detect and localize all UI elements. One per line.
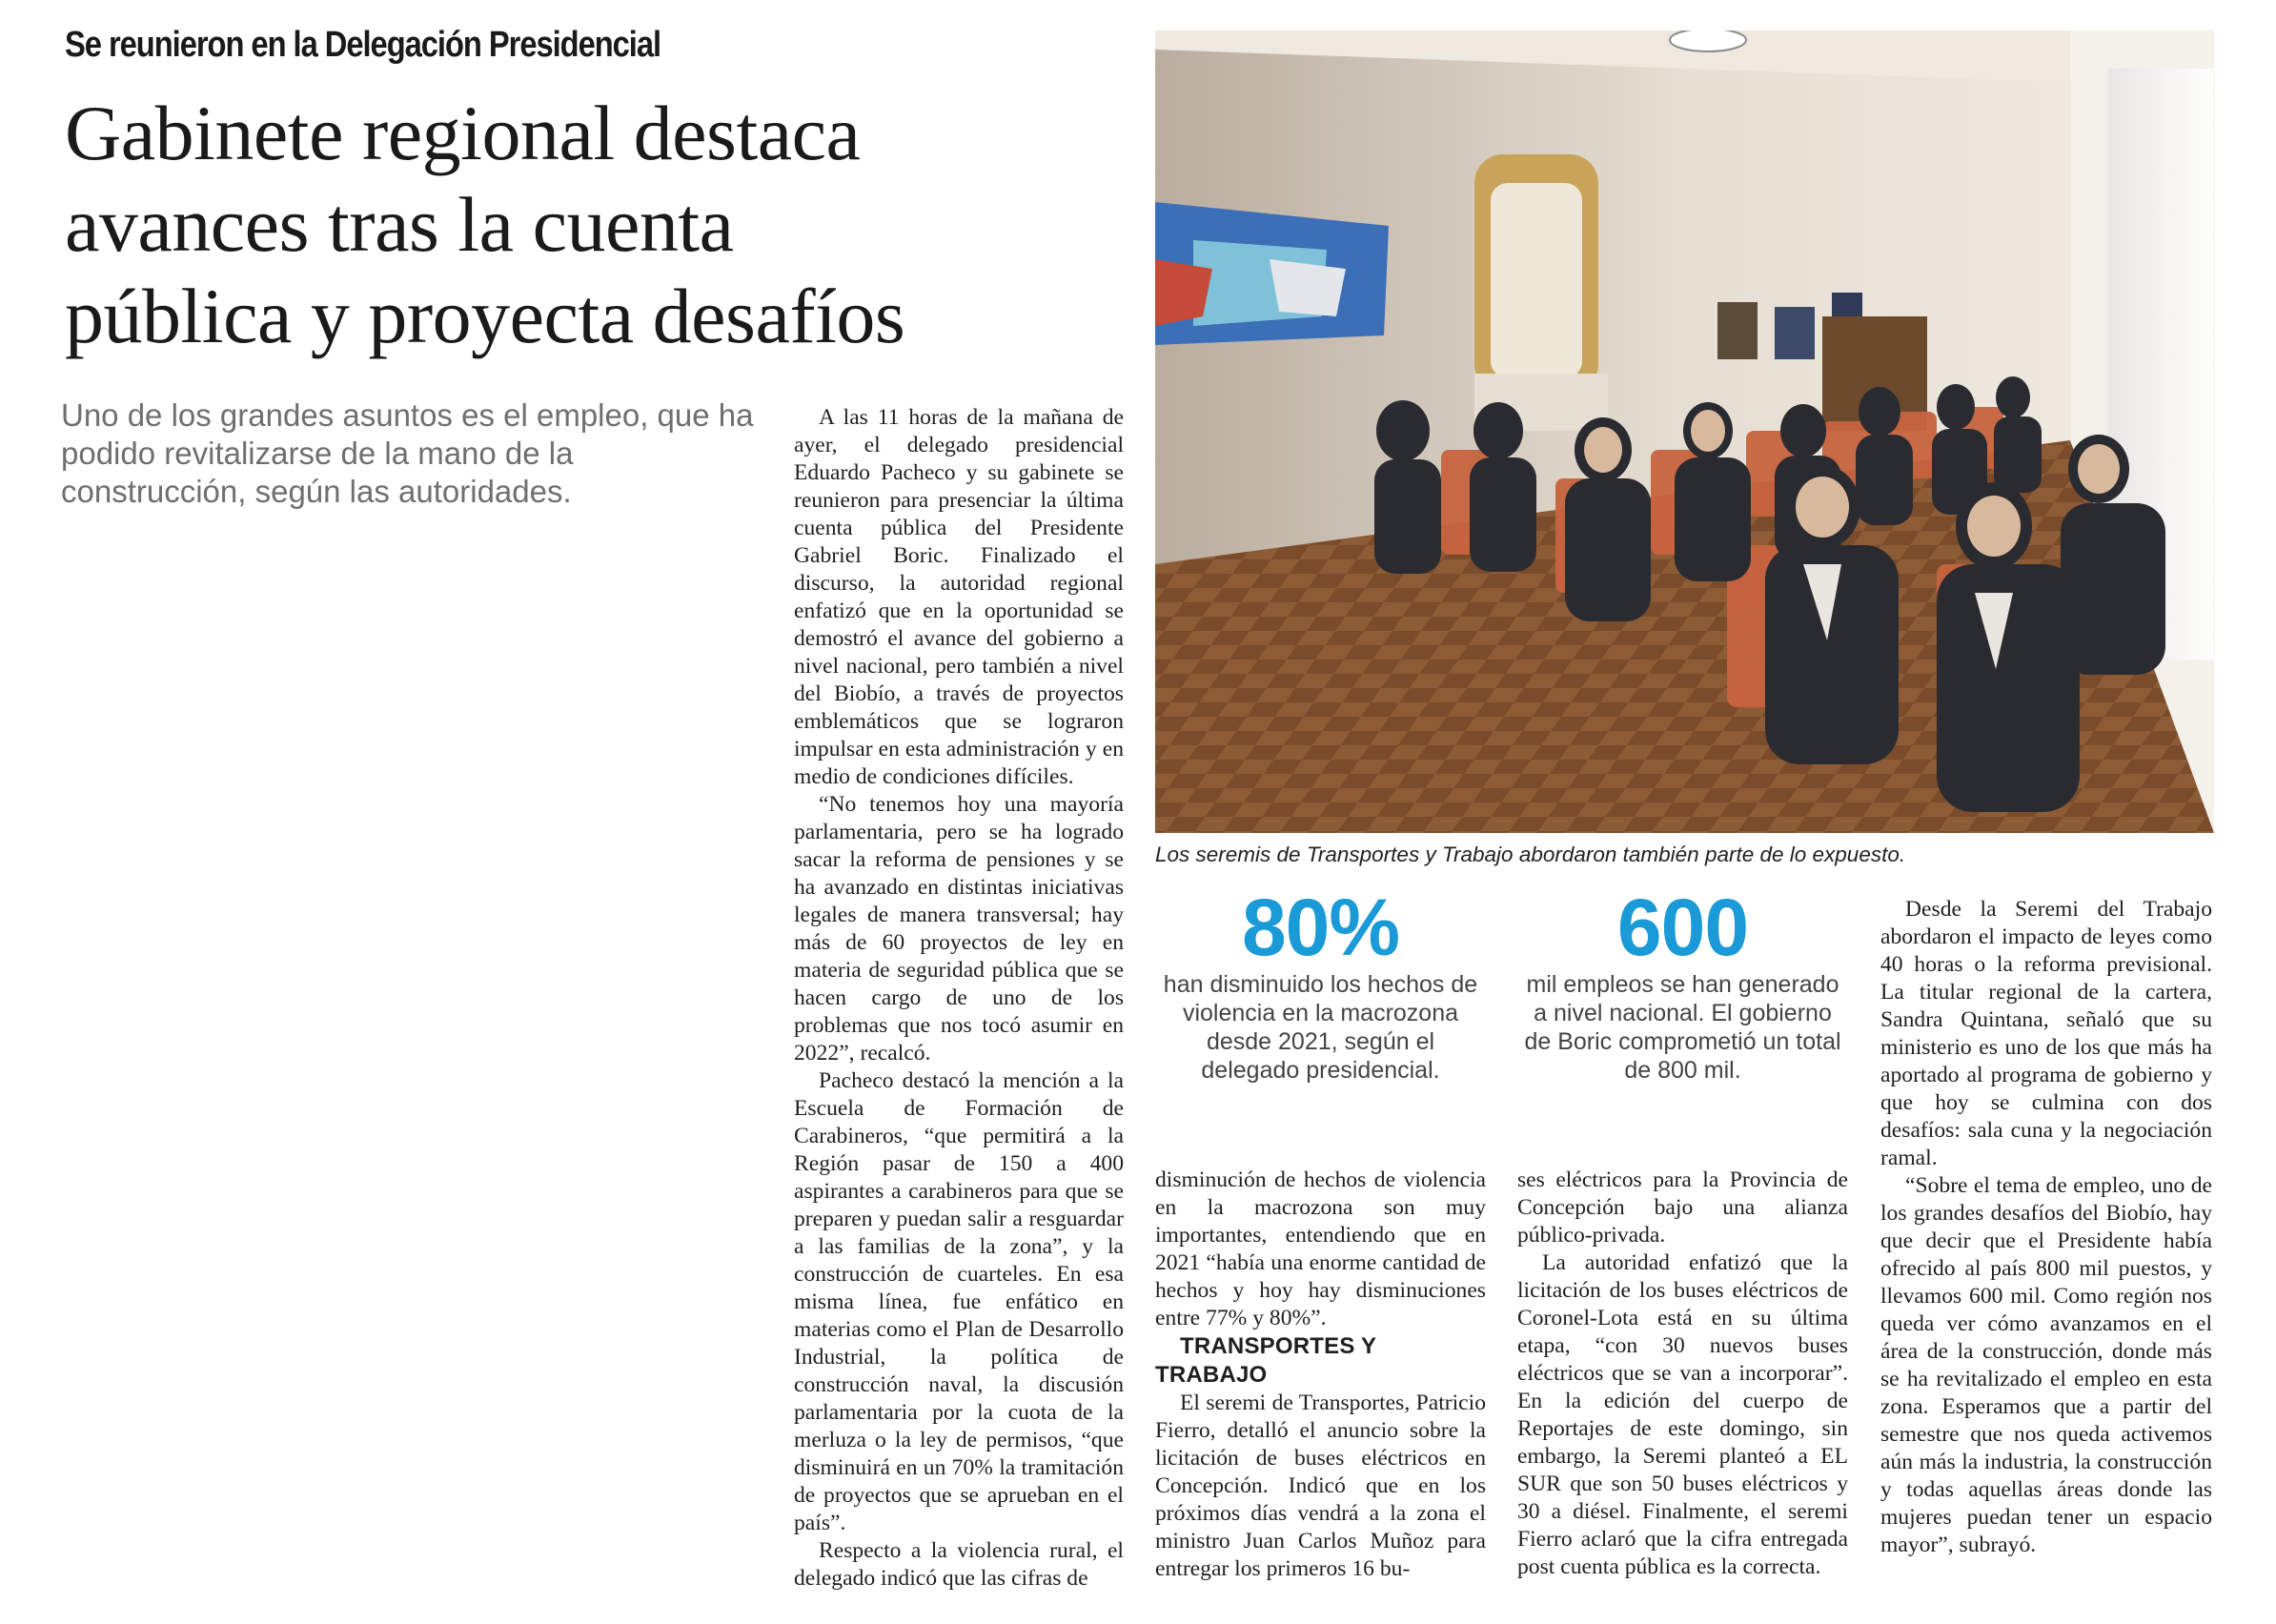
section-subhead: TRANSPORTES Y TRABAJO — [1155, 1333, 1376, 1388]
body-paragraph: El seremi de Transportes, Patricio Fierro, detalló el anuncio sobre la licitación de buses eléctricos en Concepción. Indicó que en los próximos días vendrá a la zona el ministro Juan Carlos Muñoz para entregar los primeros 16 bu- — [1155, 1391, 1486, 1581]
kicker: Se reunieron en la Delegación Presidencial — [65, 25, 661, 65]
body-paragraph: “No tenemos hoy una mayoría parlamentaria, pero se ha logrado sacar la reforma de pensiones y se ha avanzado en distintas iniciativas legales de manera transversal; hay más de 60 proyectos de ley en materia de seguridad pública que se hacen cargo de uno de los problemas que nos tocó asumir en 2022”, recalcó. — [794, 792, 1124, 1066]
stat-box-1 — [1155, 884, 1486, 1085]
stat-box-2 — [1517, 884, 1848, 1085]
body-paragraph: Pacheco destacó la mención a la Escuela de Formación de Carabineros, “que permitirá a la Región pasar de 150 a 400 aspirantes a carabineros para que se preparen y puedan salir a resguardar a las familias de la zona”, y la construcción de cuarteles. En esa misma línea, fue enfático en materias como el Plan de Desarrollo Industrial, la política de construcción naval, la discusión parlamentaria por la cuota de la merluza o la ley de permisos, “que disminuirá en un 70% la tramitación de proyectos que se aprueban en el país”. — [794, 1068, 1124, 1535]
body-paragraph: ses eléctricos para la Provincia de Concepción bajo una alianza público-privada. — [1517, 1167, 1848, 1248]
stat-number: 600 — [1616, 883, 1749, 972]
body-column-4 — [1880, 896, 2212, 1592]
body-paragraph: disminución de hechos de violencia en la macrozona son muy importantes, entendiendo que en 2021 “había una enorme cantidad de hechos y hoy hay disminuciones entre 77% y 80%”. — [1155, 1167, 1486, 1330]
body-column-1 — [794, 404, 1124, 1595]
stat-number: 80% — [1241, 883, 1400, 972]
body-paragraph: Respecto a la violencia rural, el delegado indicó que las cifras de — [794, 1538, 1124, 1591]
headline-line-1: Gabinete regional destaca — [65, 90, 861, 176]
body-column-2 — [1155, 1167, 1486, 1595]
headline-line-2: avances tras la cuenta — [65, 181, 734, 268]
body-paragraph: La autoridad enfatizó que la licitación de los buses eléctricos de Coronel-Lota está en su última etapa, “con 30 nuevos buses eléctricos que se van a incorporar”. En la edición del cuerpo de Reportajes de este domingo, sin embargo, la Seremi planteó a EL SUR que son 50 buses eléctricos y 30 a diésel. Finalmente, el seremi Fierro aclaró que la cifra entregada post cuenta pública es la correcta. — [1517, 1250, 1848, 1579]
body-column-3 — [1517, 1167, 1848, 1595]
photo-illustration — [1155, 30, 2214, 833]
meeting-room-photo — [1155, 30, 2214, 833]
photo-caption: Los seremis de Transportes y Trabajo abordaron también parte de lo expuesto. — [1155, 842, 1906, 866]
body-paragraph: “Sobre el tema de empleo, uno de los grandes desafíos del Biobío, hay que decir que el Presidente había ofrecido al país 800 mil puestos, y llevamos 600 mil. Como región nos queda ver cómo avanzamos en el área de la construcción, donde más se ha revitalizado el empleo en esta zona. Esperamos que a partir del semestre que nos queda activemos aún más la industria, la construcción y todas aquellas áreas donde las mujeres puedan tener un espacio mayor”, subrayó. — [1880, 1173, 2212, 1557]
body-paragraph: A las 11 horas de la mañana de ayer, el delegado presidencial Eduardo Pacheco y su gabinete se reunieron para presenciar la última cuenta pública del Presidente Gabriel Boric. Finalizado el discurso, la autoridad regional enfatizó que en la oportunidad se demostró el avance del gobierno a nivel nacional, pero también a nivel del Biobío, a través de proyectos emblemáticos que se lograron impulsar en esta administración y en medio de condiciones difíciles. — [794, 405, 1124, 789]
stat-description: mil empleos se han generado a nivel nacional. El gobierno de Boric comprometió un total de 800 mil. — [1524, 971, 1841, 1084]
body-paragraph: Desde la Seremi del Trabajo abordaron el impacto de leyes como 40 horas o la reforma previsional. La titular regional de la cartera, Sandra Quintana, señaló que su ministerio es uno de los que más ha aportado al programa de gobierno y que hoy se culmina con dos desafíos: sala cuna y la negociación ramal. — [1880, 897, 2212, 1170]
lead-paragraph: Uno de los grandes asuntos es el empleo, que ha podido revitalizarse de la mano de la construcción, según las autoridades. — [61, 397, 754, 509]
headline-line-3: pública y proyecta desafíos — [65, 273, 905, 359]
headline — [65, 88, 1132, 362]
stat-description: han disminuido los hechos de violencia en la macrozona desde 2021, según el delegado presidencial. — [1163, 971, 1478, 1084]
